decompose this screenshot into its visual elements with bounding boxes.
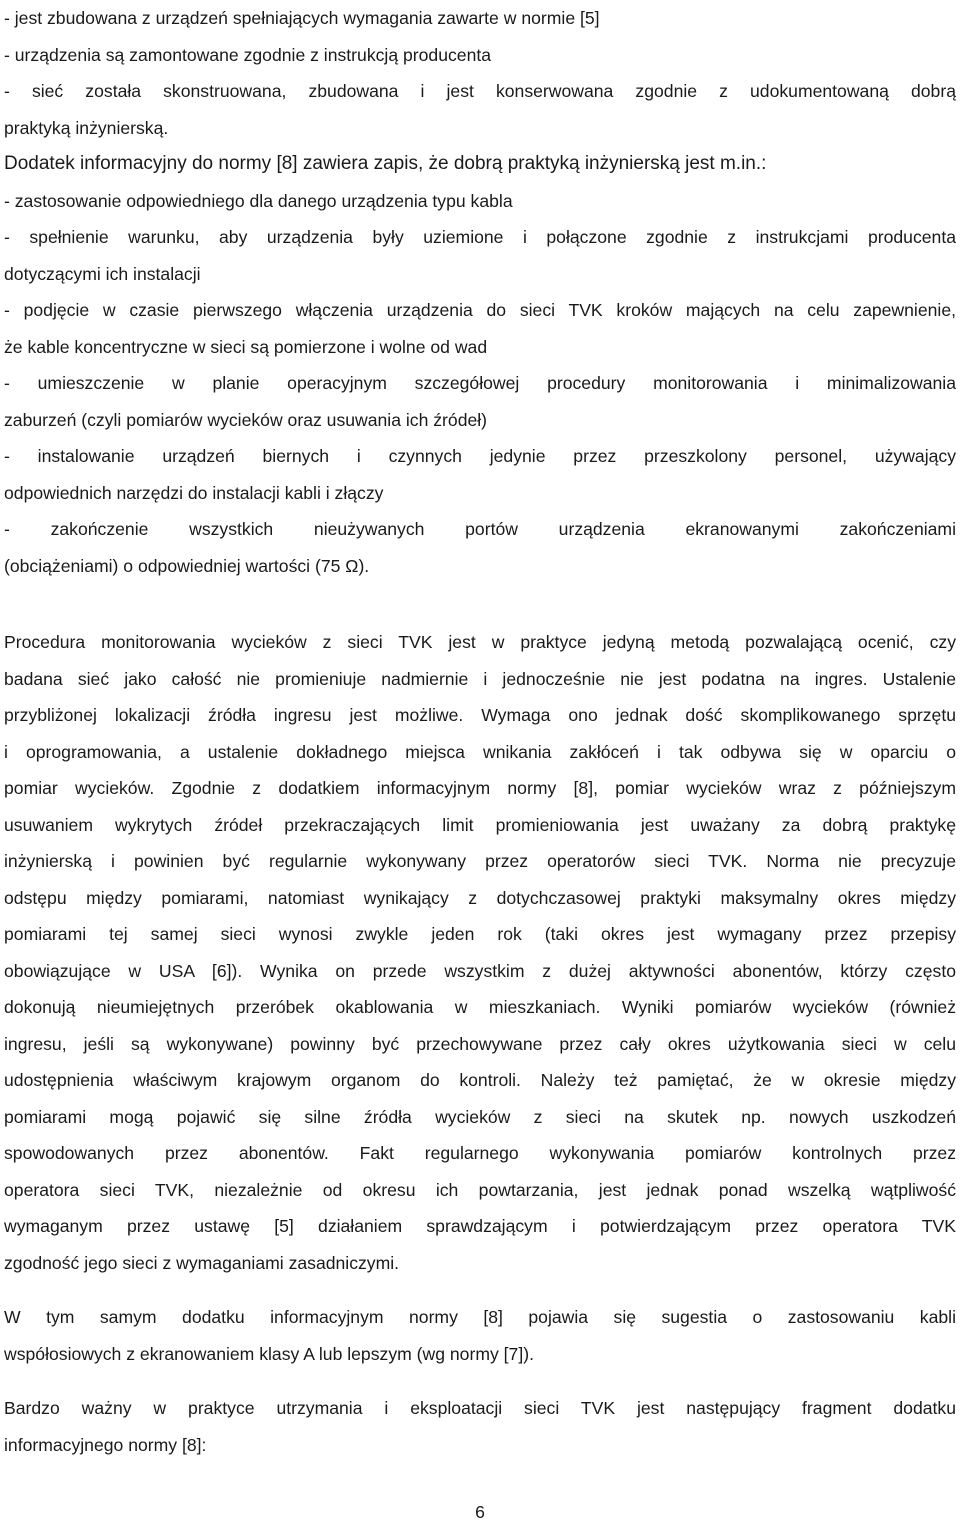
paragraph-line: Procedura monitorowania wycieków z sieci TVK jest w praktyce jedyną metodą pozwalającą ocenić, czy — [4, 632, 956, 652]
list-item: że kable koncentryczne w sieci są pomierzone i wolne od wad — [4, 336, 488, 357]
paragraph-annex-fragment — [4, 1390, 956, 1463]
list-item: (obciążeniami) o odpowiedniej wartości (75 Ω). — [4, 555, 370, 576]
paragraph-line: udostępnienia właściwym krajowym organom do kontroli. Należy też pamiętać, że w okresie między — [4, 1070, 956, 1090]
list-item: praktyką inżynierską. — [4, 117, 169, 138]
list-item: - podjęcie w czasie pierwszego włączenia urządzenia do sieci TVK kroków mających na celu zapewnienie, — [4, 300, 956, 320]
paragraph-line: dokonują nieumiejętnych przeróbek okablowania w mieszkaniach. Wyniki pomiarów wycieków (również — [4, 997, 956, 1017]
paragraph-line: obowiązujące w USA [6]). Wynika on przede wszystkim z dużej aktywności abonentów, którzy często — [4, 960, 956, 981]
paragraph-line: W tym samym dodatku informacyjnym normy [8] pojawia się sugestia o zastosowaniu kabli — [4, 1307, 956, 1327]
paragraph-line: Bardzo ważny w praktyce utrzymania i eksploatacji sieci TVK jest następujący fragment dodatku — [4, 1398, 956, 1418]
requirements-list — [4, 0, 956, 584]
paragraph-line: ingresu, jeśli są wykonywane) powinny być przechowywane przez cały okres użytkowania sieci w celu — [4, 1033, 956, 1054]
list-item: odpowiednich narzędzi do instalacji kabli i złączy — [4, 482, 384, 503]
paragraph-line: zgodność jego sieci z wymaganiami zasadniczymi. — [4, 1252, 400, 1273]
paragraph-line: pomiarami tej samej sieci wynosi zwykle jeden rok (taki okres jest wymagany przez przepisy — [4, 924, 956, 944]
paragraph-line: badana sieć jako całość nie promieniuje nadmiernie i jednocześnie nie jest podatna na ingres. Ustalenie — [4, 668, 956, 689]
document-page — [4, 0, 956, 1463]
list-item: - sieć została skonstruowana, zbudowana i jest konserwowana zgodnie z udokumentowaną dobrą — [4, 81, 956, 101]
list-item: - zastosowanie odpowiedniego dla danego urządzenia typu kabla — [4, 190, 513, 211]
list-item: - jest zbudowana z urządzeń spełniających wymagania zawarte w normie [5] — [4, 8, 600, 28]
list-item: - instalowanie urządzeń biernych i czynnych jedynie przez przeszkolony personel, używający — [4, 446, 956, 466]
paragraph-line: informacyjnego normy [8]: — [4, 1434, 207, 1455]
paragraph-line: spowodowanych przez abonentów. Fakt regularnego wykonywania pomiarów kontrolnych przez — [4, 1143, 956, 1163]
list-item: - spełnienie warunku, aby urządzenia były uziemione i połączone zgodnie z instrukcjami producenta — [4, 227, 956, 247]
paragraph-cable-suggestion — [4, 1299, 956, 1372]
list-item: - urządzenia są zamontowane zgodnie z instrukcją producenta — [4, 44, 492, 65]
paragraph-line: inżynierską i powinien być regularnie wykonywany przez operatorów sieci TVK. Norma nie precyzuje — [4, 851, 956, 871]
paragraph-line: przybliżonej lokalizacji źródła ingresu jest możliwe. Wymaga ono jednak dość skomplikowanego sprzętu — [4, 705, 956, 725]
paragraph-line: i oprogramowania, a ustalenie dokładnego miejsca wnikania zakłóceń i tak odbywa się w oparciu o — [4, 741, 956, 762]
list-item: - zakończenie wszystkich nieużywanych portów urządzenia ekranowanymi zakończeniami — [4, 519, 956, 539]
paragraph-line: usuwaniem wykrytych źródeł przekraczających limit promieniowania jest uważany za dobrą praktykę — [4, 814, 956, 835]
list-item: dotyczącymi ich instalacji — [4, 263, 201, 284]
annex-intro: Dodatek informacyjny do normy [8] zawiera zapis, że dobrą praktyką inżynierską jest m.in.: — [4, 153, 767, 174]
paragraph-line: odstępu między pomiarami, natomiast wynikający z dotychczasowej praktyki maksymalny okres między — [4, 887, 956, 908]
paragraph-monitoring — [4, 624, 956, 1281]
paragraph-line: pomiar wycieków. Zgodnie z dodatkiem informacyjnym normy [8], pomiar wycieków wraz z późniejszym — [4, 778, 956, 798]
list-item: - umieszczenie w planie operacyjnym szczegółowej procedury monitorowania i minimalizowania — [4, 373, 956, 393]
list-item: zaburzeń (czyli pomiarów wycieków oraz usuwania ich źródeł) — [4, 409, 488, 430]
paragraph-line: współosiowych z ekranowaniem klasy A lub lepszym (wg normy [7]). — [4, 1343, 534, 1364]
paragraph-line: operatora sieci TVK, niezależnie od okresu ich powtarzania, jest jednak ponad wszelką wątpliwość — [4, 1179, 956, 1200]
page-number: 6 — [475, 1502, 485, 1522]
paragraph-line: pomiarami mogą pojawić się silne źródła wycieków z sieci na skutek np. nowych uszkodzeń — [4, 1106, 956, 1127]
paragraph-line: wymaganym przez ustawę [5] działaniem sprawdzającym i potwierdzającym przez operatora TVK — [4, 1216, 956, 1236]
